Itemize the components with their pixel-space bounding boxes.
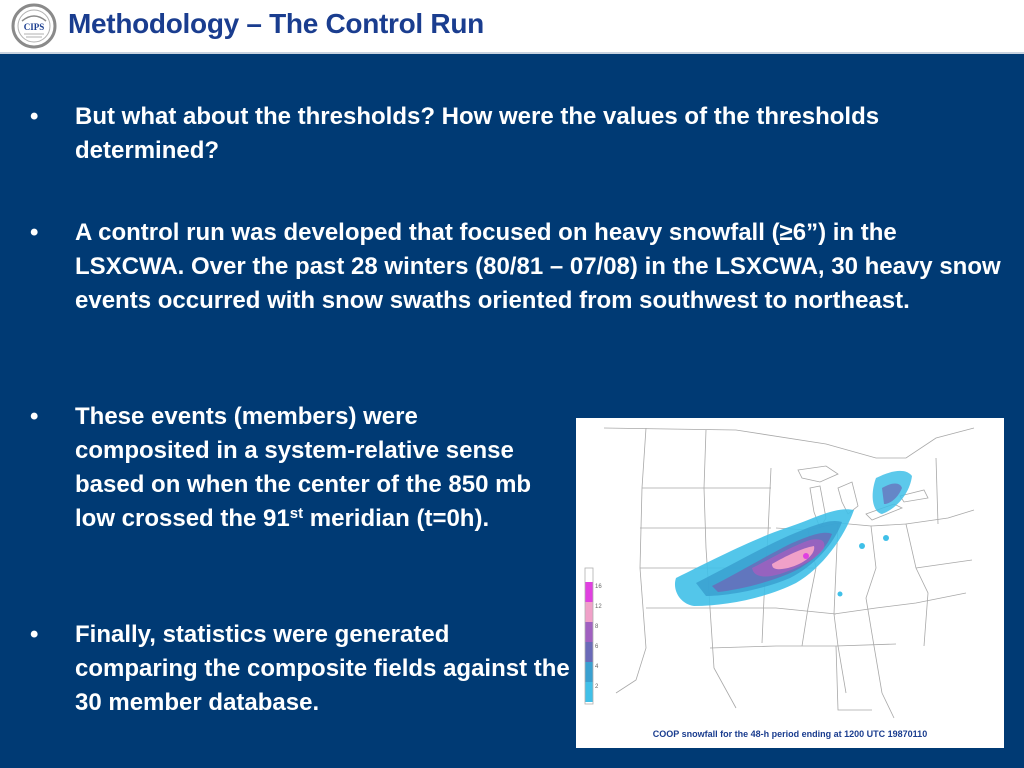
bullet-text-after: meridian (t=0h). [303,505,490,532]
bullet-text: But what about the thresholds? How were the values of the thresholds determined? [75,103,880,164]
bullet-marker: • [30,219,39,246]
svg-text:CIPS: CIPS [23,22,45,32]
snowfall-map [576,418,1004,728]
snowfall-map-figure [576,418,1004,748]
bullet-text [75,400,555,536]
bullet-marker: • [30,103,39,130]
bullet-marker: • [30,403,39,430]
slide-header [0,0,1024,54]
legend-tick: 12 [595,604,602,610]
bullet-marker: • [30,621,39,648]
bullet-text: Finally, statistics were generated comparing the composite fields against the 30 member database. [75,621,570,716]
legend-tick: 16 [595,584,602,590]
legend-tick: 6 [595,644,599,650]
legend-tick: 2 [595,684,599,690]
ordinal-suffix: st [289,505,304,522]
cips-logo-icon [8,3,60,49]
bullet-text-before: These events (members) were composited in a system-relative sense based on when the center of the 850 mb low crossed the 91 [75,403,532,532]
page-title: Methodology – The Control Run [68,8,484,39]
figure-caption: COOP snowfall for the 48-h period ending at 1200 UTC 19870110 [652,729,928,739]
legend-tick: 4 [595,664,599,670]
bullet-text: A control run was developed that focused on heavy snowfall (≥6”) in the LSXCWA. Over the past 28 winters (80/81 – 07/08) in the LSXCWA, 30 heavy snow events occurred with snow swaths oriented from southwest to northeast. [75,219,1001,314]
legend-tick: 8 [595,624,599,630]
